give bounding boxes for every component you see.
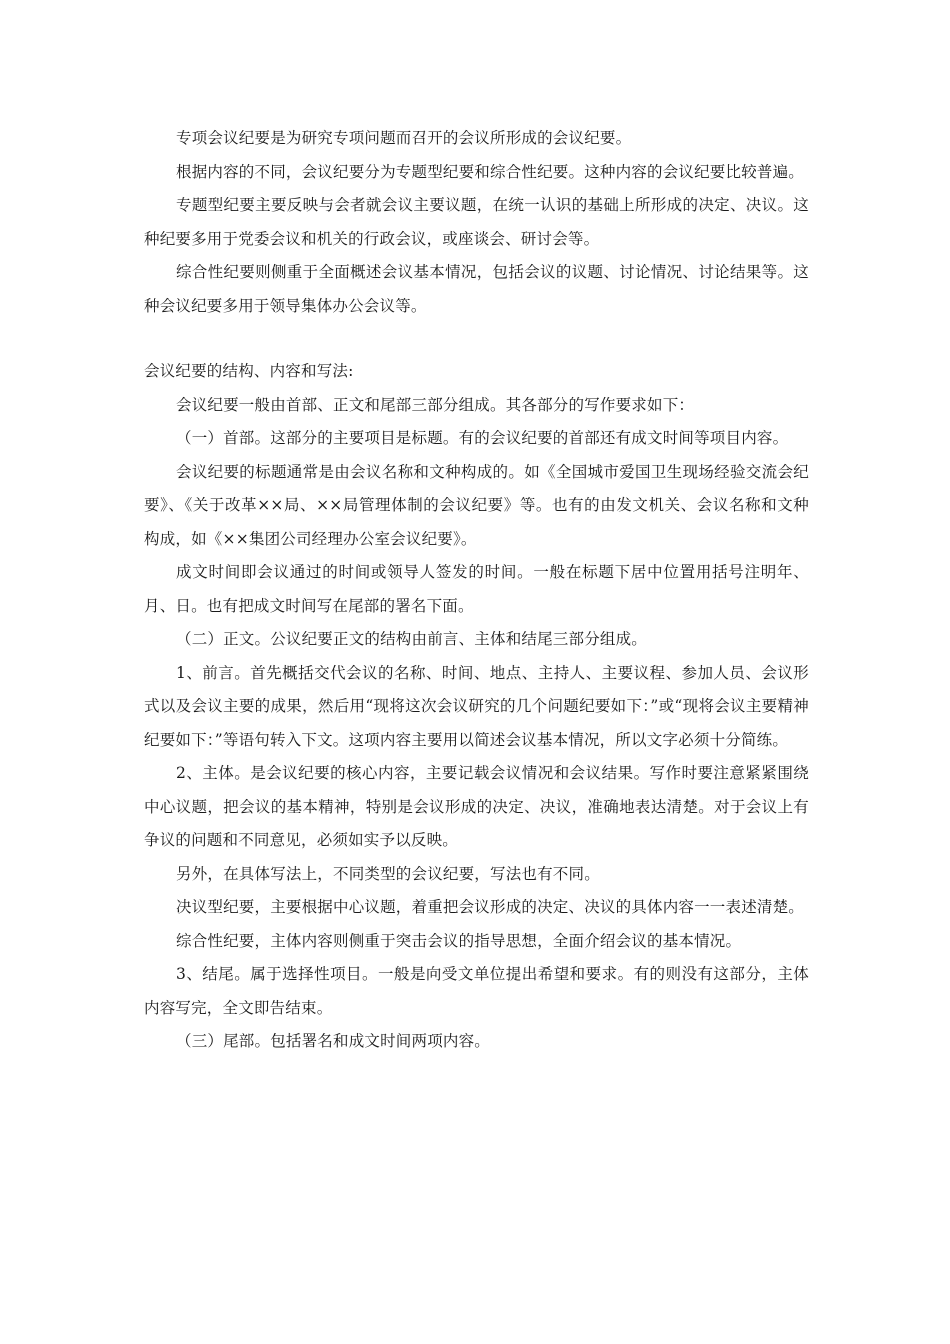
paragraph-writing-styles: 另外，在具体写法上，不同类型的会议纪要，写法也有不同。 [176,864,600,883]
paragraph-main-text: （二）正文。公议纪要正文的结构由前言、主体和结尾三部分组成。 [176,630,648,648]
section-spacer [144,323,809,355]
paragraph-special-minutes: 专项会议纪要是为研究专项问题而召开的会议所形成的会议纪要。 [176,129,632,147]
paragraph-composition: 会议纪要一般由首部、正文和尾部三部分组成。其各部分的写作要求如下： [176,395,695,414]
paragraph-header-part: （一）首部。这部分的主要项目是标题。有的会议纪要的首部还有成文时间等项目内容。 [176,429,789,447]
paragraph-comprehensive-body: 综合性纪要，主体内容则侧重于突击会议的指导思想，全面介绍会议的基本情况。 [176,931,742,950]
paragraph-preface: 1、前言。首先概括交代会议的名称、时间、地点、主持人、主要议程、参加人员、会议形式以及会议主要的成果，然后用“现将这次会议研究的几个问题纪要如下：”或“现将会议主要精神纪要如下：”等语句转入下文。这项内容主要用以简述会议基本情况，所以文字必须十分简练。 [144,663,809,749]
paragraph-comprehensive-minutes: 综合性纪要则侧重于全面概述会议基本情况，包括会议的议题、讨论情况、讨论结果等。这种会议纪要多用于领导集体办公会议等。 [144,263,809,315]
paragraph-resolution-minutes: 决议型纪要，主要根据中心议题，着重把会议形成的决定、决议的具体内容一一表述清楚。 [176,898,805,916]
document-body [144,122,809,1059]
section-heading: 会议纪要的结构、内容和写法: [144,362,354,380]
paragraph-issue-date: 成文时间即会议通过的时间或领导人签发的时间。一般在标题下居中位置用括号注明年、月、日。也有把成文时间写在尾部的署名下面。 [144,563,809,615]
paragraph-footer-part: （三）尾部。包括署名和成文时间两项内容。 [176,1032,491,1050]
paragraph-title-examples: 会议纪要的标题通常是由会议名称和文种构成的。如《全国城市爱国卫生现场经验交流会纪要》、《关于改革××局、××局管理体制的会议纪要》等。也有的由发文机关、会议名称和文种构成，如《××集团公司经理办公室会议纪要》。 [144,462,809,548]
paragraph-ending: 3、结尾。属于选择性项目。一般是向受文单位提出希望和要求。有的则没有这部分，主体内容写完，全文即告结束。 [144,965,809,1017]
paragraph-minutes-types: 根据内容的不同，会议纪要分为专题型纪要和综合性纪要。这种内容的会议纪要比较普遍。 [176,162,805,181]
paragraph-body: 2、主体。是会议纪要的核心内容，主要记载会议情况和会议结果。写作时要注意紧紧围绕中心议题，把会议的基本精神，特别是会议形成的决定、决议，准确地表达清楚。对于会议上有争议的问题和不同意见，必须如实予以反映。 [144,764,809,849]
paragraph-thematic-minutes: 专题型纪要主要反映与会者就会议主要议题，在统一认识的基础上所形成的决定、决议。这种纪要多用于党委会议和机关的行政会议，或座谈会、研讨会等。 [144,196,809,248]
